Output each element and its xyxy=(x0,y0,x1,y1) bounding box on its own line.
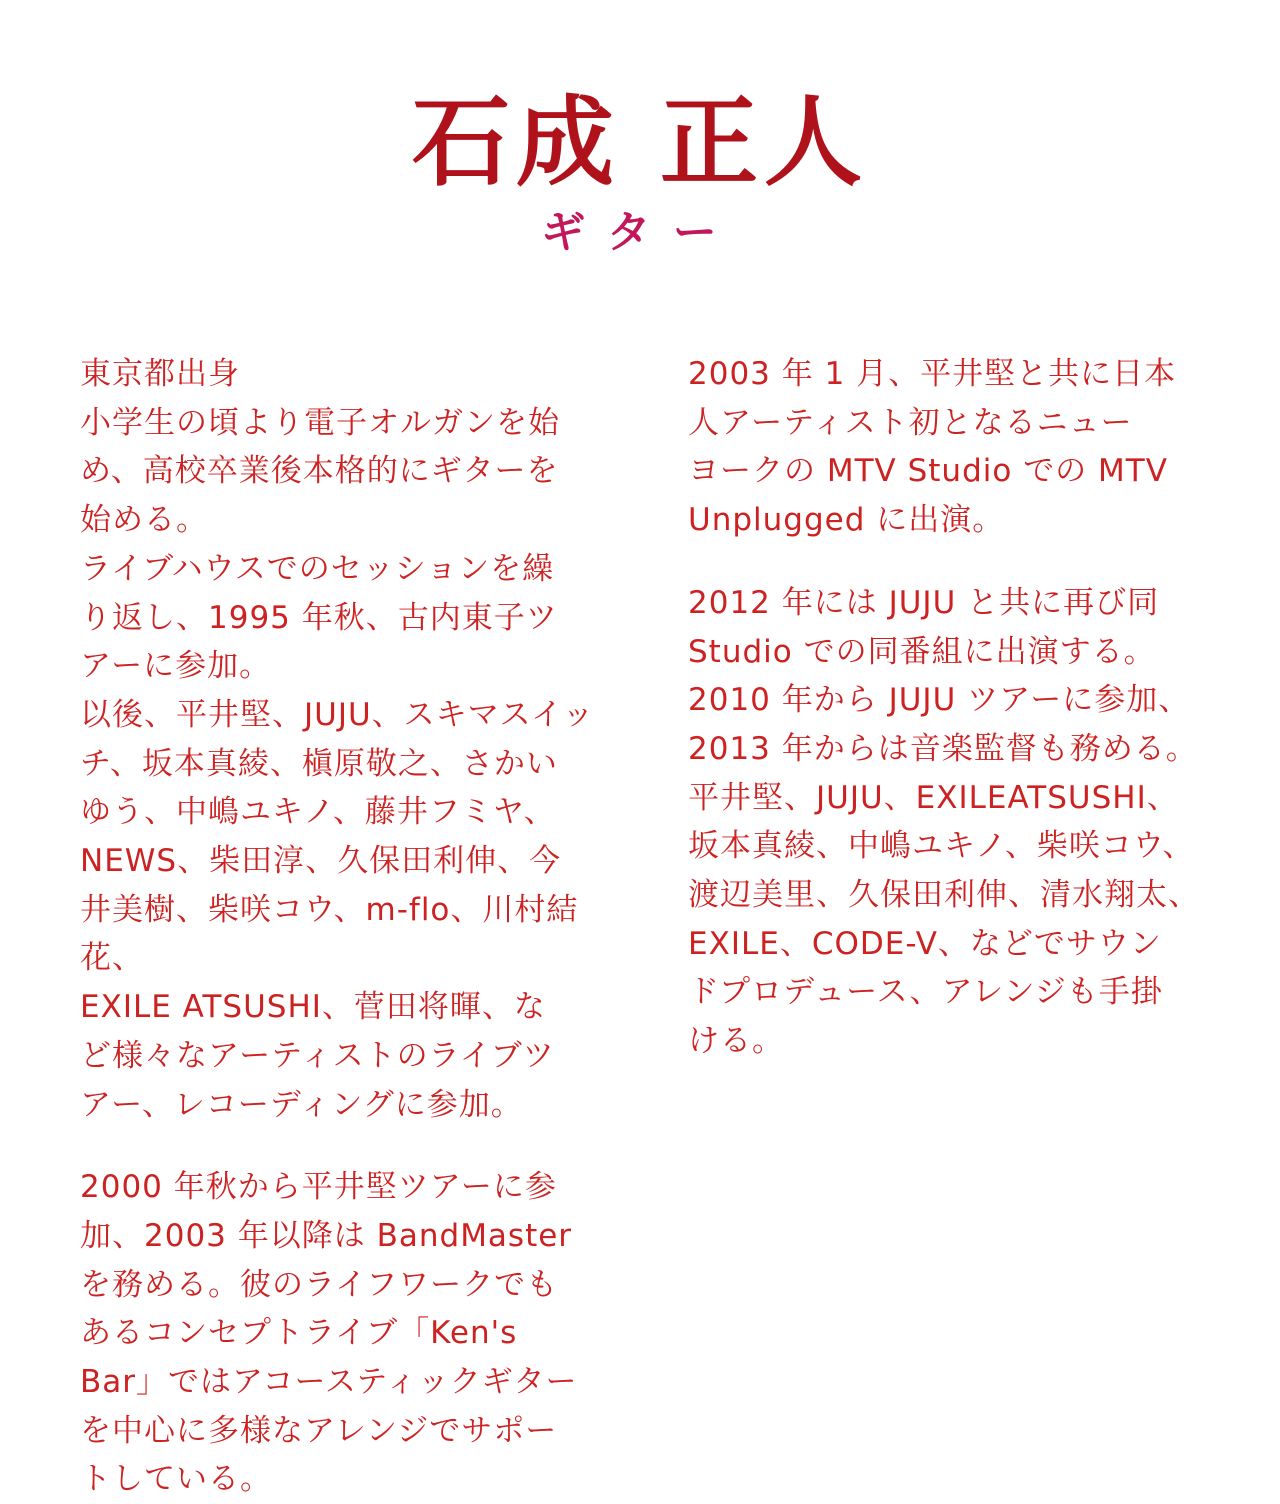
biography-paragraph-career: 東京都出身 小学生の頃より電子オルガンを始 め、高校卒業後本格的にギターを 始める。 ライブハウスでのセッションを繰 り返し、1995 年秋、古内東子ツ アーに参加。 以後、平井堅、JUJU、スキマスイッ チ、坂本真綾、槇原敬之、さかい ゆう、中嶋ユキノ、藤井フミヤ、 NEWS、柴田淳、久保田利伸、今 井美樹、柴咲コウ、m-flo、川村結花、 EXILE ATSUSHI、菅田将暉、な ど様々なアーティストのライブツ アー、レコーディングに参加。 xyxy=(80,356,595,1123)
biography-left-column xyxy=(80,350,615,1504)
artist-role: ギター xyxy=(541,207,739,258)
biography-paragraph-bandmaster: 2000 年秋から平井堅ツアーに参 加、2003 年以降は BandMaster を務める。彼のライフワークでも あるコンセプトライブ「Ken's Bar」ではアコースティックギター を中心に多様なアレンジでサポー トしている。 xyxy=(80,1169,578,1498)
biography-right-column xyxy=(688,350,1228,1066)
biography-paragraph-mtv-unplugged: 2003 年 1 月、平井堅と共に日本 人アーティスト初となるニュー ヨークの MTV Studio での MTV Unplugged に出演。 xyxy=(688,356,1177,539)
artist-name: 石成 正人 xyxy=(411,85,869,200)
paragraph-spacer xyxy=(688,545,1228,579)
biography-paragraph-production: 2012 年には JUJU と共に再び同 Studio での同番組に出演する。 2010 年から JUJU ツアーに参加、 2013 年からは音楽監督も務める。 平井堅、JUJU、EXILEATSUSHI、 坂本真綾、中嶋ユキノ、柴咲コウ、 渡辺美里、久保田利伸、清水翔太、 EXILE、CODE-V、などでサウン ドプロデュース、アレンジも手掛 ける。 xyxy=(688,584,1200,1060)
paragraph-spacer xyxy=(80,1129,615,1163)
